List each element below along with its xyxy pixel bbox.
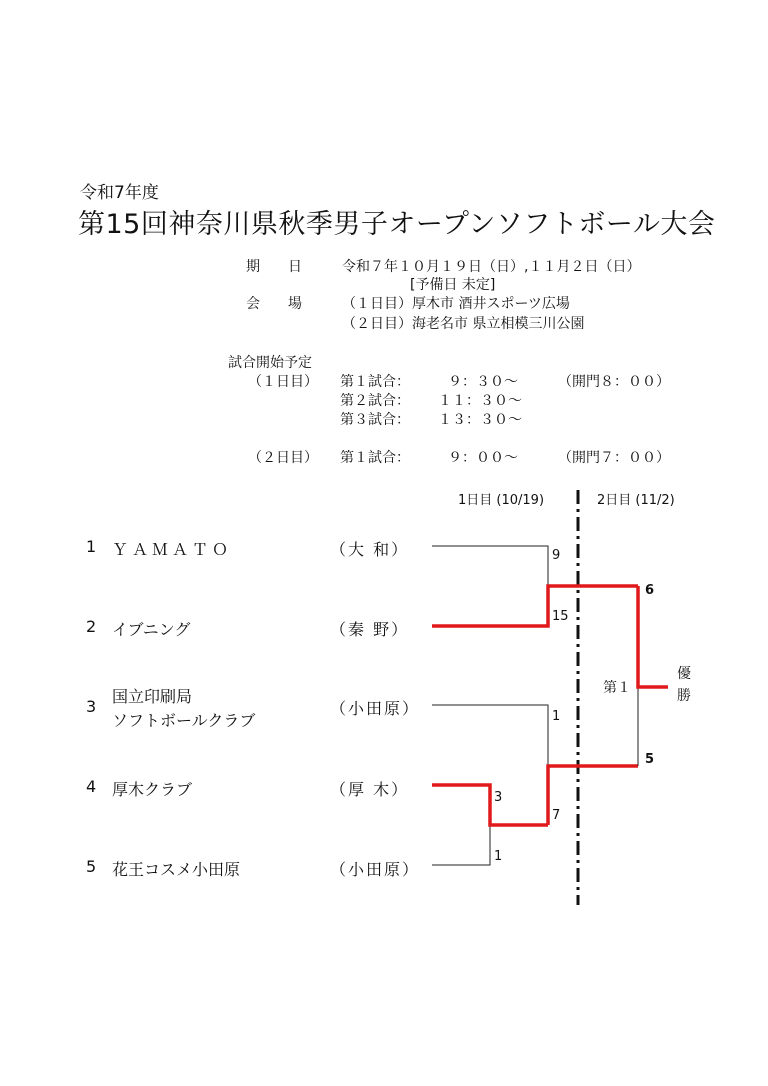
dates-value: 令和７年１０月１９日（日）,１１月２日（日） xyxy=(342,259,641,275)
dates-label: 期 日 xyxy=(246,259,302,275)
day1-game3-time: １３：３０～ xyxy=(438,412,522,428)
bracket-line-team1 xyxy=(432,546,548,586)
day2-header: 2日目 (11/2) xyxy=(597,493,675,508)
day1-game3-name: 第３試合： xyxy=(340,412,410,428)
score-match1-top: 9 xyxy=(552,548,561,563)
day2-game1-name: 第１試合： xyxy=(340,450,410,466)
day2-game1-gate: （開門７：００） xyxy=(558,450,670,466)
venue-day1: （１日目）厚木市 酒井スポーツ広場 xyxy=(342,296,570,312)
final-game-label: 第１ xyxy=(603,680,631,696)
team-4-name: 厚木クラブ xyxy=(112,780,193,799)
champion-label-2: 勝 xyxy=(677,688,691,704)
team-1-number: 1 xyxy=(86,537,97,556)
day1-game1-gate: （開門８：００） xyxy=(558,374,670,390)
day1-game2-time: １１：３０～ xyxy=(438,393,522,409)
day1-game1-name: 第１試合： xyxy=(340,374,410,390)
team-5-number: 5 xyxy=(86,857,97,876)
team-4-city: （厚 木） xyxy=(330,780,410,799)
team-3-city: （小田原） xyxy=(330,699,421,718)
score-final-bottom: 5 xyxy=(645,752,655,767)
schedule-label: 試合開始予定 xyxy=(228,355,312,371)
score-match3-bottom: 7 xyxy=(552,808,561,823)
venue-day2: （２日目）海老名市 県立相模三川公園 xyxy=(342,316,585,332)
venue-label: 会 場 xyxy=(246,296,302,312)
day1-game1-time: ９：３０～ xyxy=(448,374,518,390)
team-1-city: （大 和） xyxy=(330,540,410,559)
score-final-top: 6 xyxy=(645,583,655,598)
score-match1-bottom: 15 xyxy=(552,609,569,624)
team-5-name: 花王コスメ小田原 xyxy=(112,860,241,879)
champion-label-1: 優 xyxy=(677,666,691,682)
bracket-line-team4-win xyxy=(432,785,548,825)
bracket-line-final-win xyxy=(638,586,668,687)
bracket-line-team3 xyxy=(432,705,548,766)
team-1-name: ＹＡＭＡＴＯ xyxy=(112,540,233,559)
day1-label: （１日目） xyxy=(248,374,318,390)
team-2-city: （秦 野） xyxy=(330,620,410,639)
score-match2-top: 3 xyxy=(494,790,503,805)
day2-label: （２日目） xyxy=(248,450,318,466)
team-2-number: 2 xyxy=(86,617,97,636)
day1-game2-name: 第２試合： xyxy=(340,393,410,409)
page-title: 第15回神奈川県秋季男子オープンソフトボール大会 xyxy=(78,209,716,240)
score-match3-top: 1 xyxy=(552,709,561,724)
day1-header: 1日目 (10/19) xyxy=(458,493,545,508)
team-3-number: 3 xyxy=(86,697,97,716)
team-2-name: イブニング xyxy=(112,620,191,639)
team-4-number: 4 xyxy=(86,777,97,796)
team-3-name-line2: ソフトボールクラブ xyxy=(112,711,256,730)
bracket-line-match3-win xyxy=(548,766,638,825)
bracket-line-team2-win xyxy=(432,586,638,626)
team-3-name: 国立印刷局 xyxy=(112,687,193,706)
bracket-line-team5 xyxy=(432,825,490,865)
team-5-city: （小田原） xyxy=(330,860,421,879)
day2-game1-time: ９：００～ xyxy=(448,450,518,466)
reserve-day: [予備日 未定] xyxy=(410,277,496,293)
score-match2-bottom: 1 xyxy=(494,849,503,864)
era-label: 令和7年度 xyxy=(80,183,159,203)
